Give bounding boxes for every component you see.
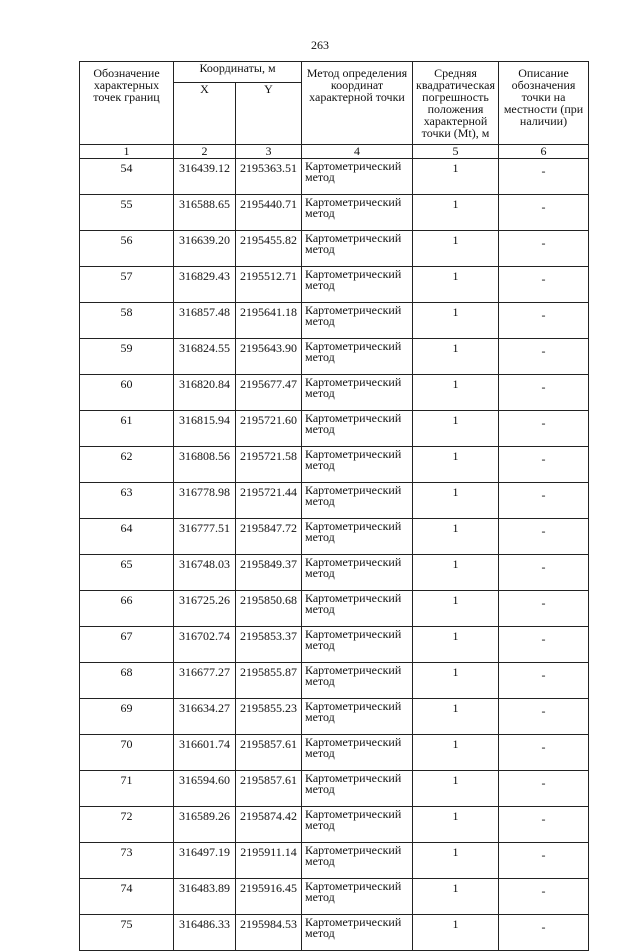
method-cell: Картометрический метод [302,663,413,699]
header-description: Описание обозначения точки на местности (при наличии) [499,62,589,145]
x-coordinate-cell: 316639.20 [174,231,236,267]
description-cell: - [499,879,589,915]
header-point: Обозначение характерных точек границ [80,62,174,145]
point-cell: 57 [80,267,174,303]
error-cell: 1 [413,519,499,555]
error-cell: 1 [413,483,499,519]
table-row [80,447,589,483]
error-cell: 1 [413,159,499,195]
column-number: 5 [413,145,499,159]
error-cell: 1 [413,843,499,879]
error-cell: 1 [413,555,499,591]
error-cell: 1 [413,591,499,627]
page-number: 263 [311,38,329,52]
x-coordinate-cell: 316589.26 [174,807,236,843]
method-cell: Картометрический метод [302,915,413,951]
y-coordinate-cell: 2195721.44 [236,483,302,519]
x-coordinate-cell: 316702.74 [174,627,236,663]
point-cell: 60 [80,375,174,411]
header-y: Y [236,83,302,145]
y-coordinate-cell: 2195721.60 [236,411,302,447]
x-coordinate-cell: 316486.33 [174,915,236,951]
method-cell: Картометрический метод [302,843,413,879]
description-cell: - [499,663,589,699]
x-coordinate-cell: 316497.19 [174,843,236,879]
y-coordinate-cell: 2195677.47 [236,375,302,411]
x-coordinate-cell: 316778.98 [174,483,236,519]
coordinates-table [79,61,589,951]
point-cell: 70 [80,735,174,771]
table-body [80,159,589,951]
y-coordinate-cell: 2195641.18 [236,303,302,339]
point-cell: 63 [80,483,174,519]
column-number: 2 [174,145,236,159]
x-coordinate-cell: 316677.27 [174,663,236,699]
column-number: 6 [499,145,589,159]
y-coordinate-cell: 2195855.23 [236,699,302,735]
description-cell: - [499,375,589,411]
error-cell: 1 [413,915,499,951]
x-coordinate-cell: 316439.12 [174,159,236,195]
error-cell: 1 [413,411,499,447]
y-coordinate-cell: 2195857.61 [236,735,302,771]
description-cell: - [499,231,589,267]
method-cell: Картометрический метод [302,231,413,267]
x-coordinate-cell: 316857.48 [174,303,236,339]
x-coordinate-cell: 316594.60 [174,771,236,807]
x-coordinate-cell: 316777.51 [174,519,236,555]
method-cell: Картометрический метод [302,771,413,807]
description-cell: - [499,159,589,195]
description-cell: - [499,411,589,447]
point-cell: 62 [80,447,174,483]
method-cell: Картометрический метод [302,519,413,555]
table-row [80,735,589,771]
method-cell: Картометрический метод [302,159,413,195]
table-row [80,411,589,447]
description-cell: - [499,303,589,339]
method-cell: Картометрический метод [302,303,413,339]
y-coordinate-cell: 2195911.14 [236,843,302,879]
y-coordinate-cell: 2195440.71 [236,195,302,231]
y-coordinate-cell: 2195512.71 [236,267,302,303]
header-row [80,62,589,83]
table-row [80,195,589,231]
method-cell: Картометрический метод [302,807,413,843]
table-row [80,519,589,555]
header-method: Метод определения координат характерной точки [302,62,413,145]
error-cell: 1 [413,303,499,339]
method-cell: Картометрический метод [302,411,413,447]
error-cell: 1 [413,339,499,375]
description-cell: - [499,555,589,591]
header-x: X [174,83,236,145]
error-cell: 1 [413,663,499,699]
y-coordinate-cell: 2195721.58 [236,447,302,483]
y-coordinate-cell: 2195984.53 [236,915,302,951]
table-row [80,483,589,519]
error-cell: 1 [413,447,499,483]
description-cell: - [499,483,589,519]
column-number-row [80,145,589,159]
column-number: 1 [80,145,174,159]
error-cell: 1 [413,231,499,267]
error-cell: 1 [413,807,499,843]
table-row [80,771,589,807]
description-cell: - [499,519,589,555]
error-cell: 1 [413,195,499,231]
table-row [80,375,589,411]
point-cell: 74 [80,879,174,915]
table-row [80,303,589,339]
point-cell: 56 [80,231,174,267]
error-cell: 1 [413,627,499,663]
method-cell: Картометрический метод [302,879,413,915]
description-cell: - [499,447,589,483]
point-cell: 75 [80,915,174,951]
point-cell: 71 [80,771,174,807]
table-row [80,231,589,267]
description-cell: - [499,195,589,231]
x-coordinate-cell: 316634.27 [174,699,236,735]
table-row [80,267,589,303]
method-cell: Картометрический метод [302,483,413,519]
y-coordinate-cell: 2195847.72 [236,519,302,555]
table-row [80,591,589,627]
error-cell: 1 [413,879,499,915]
point-cell: 66 [80,591,174,627]
point-cell: 61 [80,411,174,447]
description-cell: - [499,591,589,627]
column-number: 4 [302,145,413,159]
y-coordinate-cell: 2195874.42 [236,807,302,843]
point-cell: 65 [80,555,174,591]
method-cell: Картометрический метод [302,699,413,735]
y-coordinate-cell: 2195853.37 [236,627,302,663]
method-cell: Картометрический метод [302,555,413,591]
point-cell: 69 [80,699,174,735]
header-error: Средняя квадратическая погрешность положения характерной точки (Mt), м [413,62,499,145]
table-row [80,627,589,663]
point-cell: 58 [80,303,174,339]
table-row [80,807,589,843]
method-cell: Картометрический метод [302,267,413,303]
description-cell: - [499,807,589,843]
x-coordinate-cell: 316824.55 [174,339,236,375]
method-cell: Картометрический метод [302,339,413,375]
description-cell: - [499,699,589,735]
y-coordinate-cell: 2195455.82 [236,231,302,267]
table-row [80,339,589,375]
description-cell: - [499,915,589,951]
method-cell: Картометрический метод [302,591,413,627]
description-cell: - [499,339,589,375]
description-cell: - [499,771,589,807]
description-cell: - [499,627,589,663]
x-coordinate-cell: 316725.26 [174,591,236,627]
table-row [80,879,589,915]
point-cell: 55 [80,195,174,231]
table-row [80,663,589,699]
x-coordinate-cell: 316820.84 [174,375,236,411]
description-cell: - [499,267,589,303]
point-cell: 68 [80,663,174,699]
y-coordinate-cell: 2195643.90 [236,339,302,375]
error-cell: 1 [413,267,499,303]
y-coordinate-cell: 2195363.51 [236,159,302,195]
table-row [80,699,589,735]
point-cell: 73 [80,843,174,879]
x-coordinate-cell: 316483.89 [174,879,236,915]
error-cell: 1 [413,375,499,411]
y-coordinate-cell: 2195916.45 [236,879,302,915]
point-cell: 59 [80,339,174,375]
x-coordinate-cell: 316815.94 [174,411,236,447]
point-cell: 67 [80,627,174,663]
y-coordinate-cell: 2195857.61 [236,771,302,807]
x-coordinate-cell: 316808.56 [174,447,236,483]
description-cell: - [499,843,589,879]
table-row [80,915,589,951]
y-coordinate-cell: 2195855.87 [236,663,302,699]
x-coordinate-cell: 316829.43 [174,267,236,303]
y-coordinate-cell: 2195850.68 [236,591,302,627]
x-coordinate-cell: 316601.74 [174,735,236,771]
table-row [80,159,589,195]
table-row [80,555,589,591]
method-cell: Картометрический метод [302,735,413,771]
error-cell: 1 [413,735,499,771]
description-cell: - [499,735,589,771]
method-cell: Картометрический метод [302,375,413,411]
point-cell: 64 [80,519,174,555]
x-coordinate-cell: 316748.03 [174,555,236,591]
y-coordinate-cell: 2195849.37 [236,555,302,591]
x-coordinate-cell: 316588.65 [174,195,236,231]
method-cell: Картометрический метод [302,627,413,663]
error-cell: 1 [413,771,499,807]
method-cell: Картометрический метод [302,447,413,483]
error-cell: 1 [413,699,499,735]
point-cell: 72 [80,807,174,843]
column-number: 3 [236,145,302,159]
header-coords: Координаты, м [174,62,302,83]
point-cell: 54 [80,159,174,195]
table-row [80,843,589,879]
method-cell: Картометрический метод [302,195,413,231]
